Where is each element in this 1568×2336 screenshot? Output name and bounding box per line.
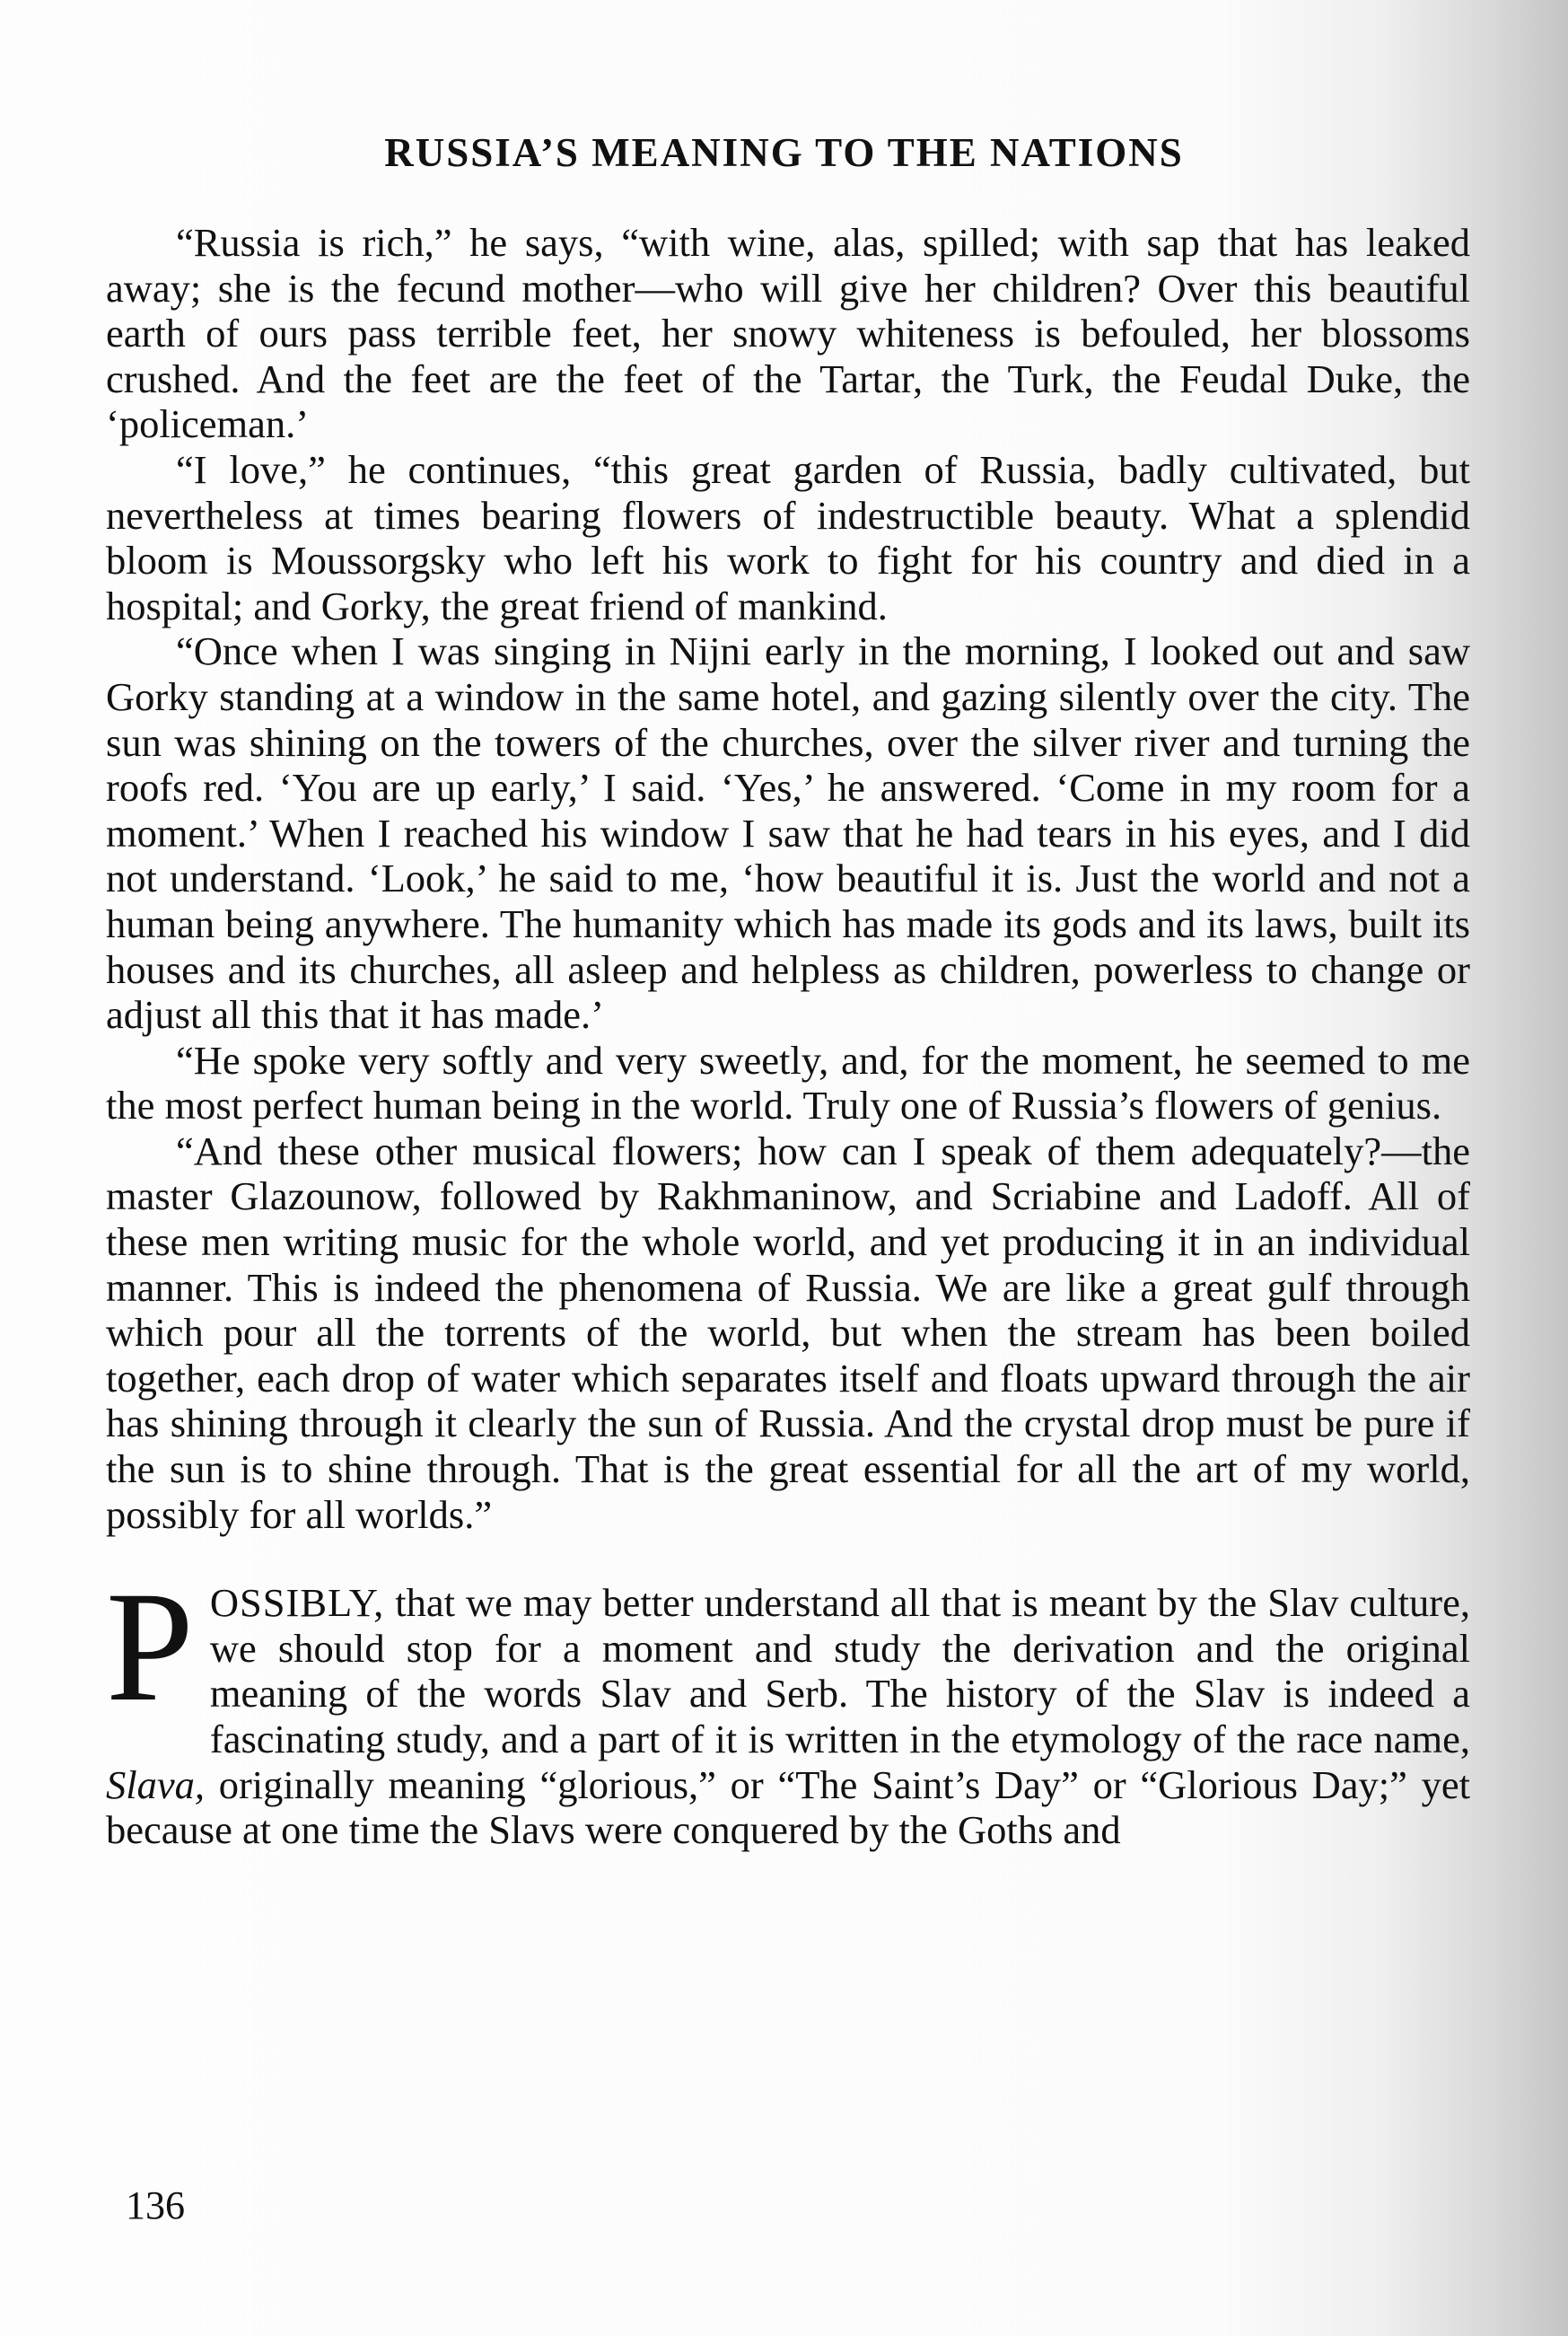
section-text-continued: originally meaning “glorious,” or “The Saint’s Day” or “Glorious Day;” yet because at one time the Slavs were conquered by the Goths and bbox=[106, 1761, 1470, 1853]
paragraph: “Russia is rich,” he says, “with wine, alas, spilled; with sap that has leaked away; she is the fecund mother—who will give her children? Over this beautiful earth of ours pass terrible feet, her snowy whiteness is befouled, her blossoms crushed. And the feet are the feet of the Tartar, the Turk, the Feudal Duke, the ‘policeman.’ bbox=[106, 220, 1470, 447]
running-head: RUSSIA’S MEANING TO THE NATIONS bbox=[384, 130, 1184, 175]
drop-cap: P bbox=[106, 1559, 194, 1735]
section-text: that we may better understand all that is meant by the Slav culture, we should stop for a moment and study the derivation and the original meaning of the words Slav and Serb. The history of the Slav is indeed a fascinating study, and a part of it is written in the etymology of the race name, bbox=[209, 1580, 1470, 1761]
body-text bbox=[106, 220, 1470, 1853]
paragraph: “And these other musical flowers; how can I speak of them adequately?—the master Glazounow, followed by Rakhmaninow, and Scriabine and Ladoff. All of these men writing music for the whole world, and yet producing it in an individual manner. This is indeed the phenomena of Russia. We are like a great gulf through which pour all the torrents of the world, but when the stream has been boiled together, each drop of water which separates itself and floats upward through the air has shining through it clearly the sun of Russia. And the crystal drop must be pure if the sun is to shine through. That is the great essential for all the art of my world, possibly for all worlds.” bbox=[106, 1128, 1470, 1537]
page-number: 136 bbox=[126, 2183, 185, 2227]
paragraph: “He spoke very softly and very sweetly, and, for the moment, he seemed to me the most perfect human being in the world. Truly one of Russia’s flowers of genius. bbox=[106, 1037, 1470, 1128]
paragraph: “I love,” he continues, “this great garden of Russia, badly cultivated, but nevertheless at times bearing flowers of indestructible beauty. What a splendid bloom is Moussorgsky who left his work to fight for his country and died in a hospital; and Gorky, the great friend of mankind. bbox=[106, 446, 1470, 628]
section-lead-word: OSSIBLY, bbox=[209, 1580, 385, 1626]
paragraph: “Once when I was singing in Nijni early in the morning, I looked out and saw Gorky standing at a window in the same hotel, and gazing silently over the city. The sun was shining on the towers of the churches, over the silver river and turning the roofs red. ‘You are up early,’ I said. ‘Yes,’ he answered. ‘Come in my room for a moment.’ When I reached his window I saw that he had tears in his eyes, and I did not understand. ‘Look,’ he said to me, ‘how beautiful it is. Just the world and not a human being anywhere. The humanity which has made its gods and its laws, built its houses and its churches, all asleep and helpless as children, powerless to change or adjust all this that it has made.’ bbox=[106, 628, 1470, 1038]
italic-term: Slava, bbox=[106, 1761, 205, 1807]
section-paragraph bbox=[106, 1559, 1470, 1853]
